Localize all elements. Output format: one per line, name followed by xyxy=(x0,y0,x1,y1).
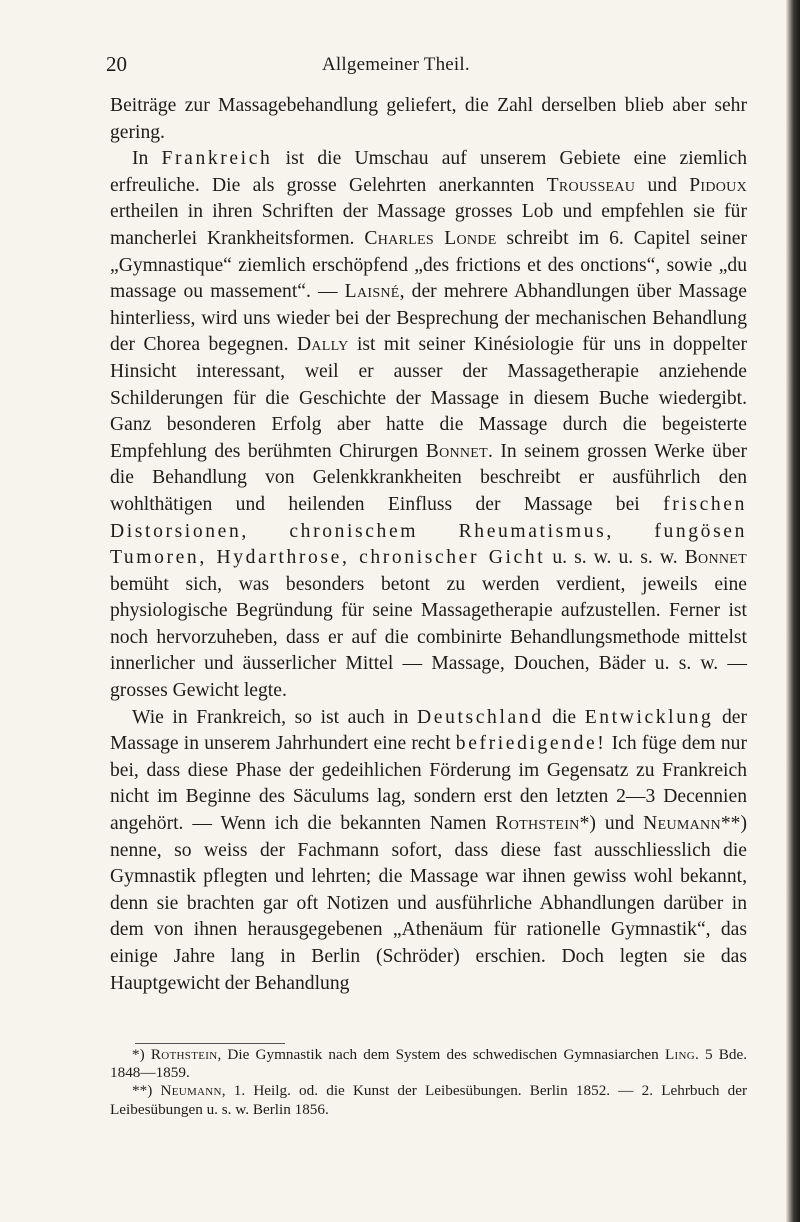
text-run: *) und xyxy=(579,813,644,835)
paragraph-3 xyxy=(110,705,747,998)
author-name-charles-londe: Charles Londe xyxy=(364,227,497,249)
text-run: , Die Gymnastik nach dem System des schwedischen Gymnasiarchen xyxy=(217,1046,665,1063)
text-run: schreibt im 6. Capitel seiner „Gymnastique“ ziemlich erschöpfend „des frictions et des onctions“, sowie „du massage ou massement“. — xyxy=(110,227,747,303)
author-name-rothstein: Rothstein xyxy=(495,813,580,835)
paragraph-2 xyxy=(110,146,747,704)
paragraph-1: Beiträge zur Massagebehandlung geliefert, die Zahl derselben blieb aber sehr gering. xyxy=(110,95,747,143)
footnote-1 xyxy=(110,1046,747,1082)
spaced-term-befriedigende: befriedigende! xyxy=(455,733,607,755)
text-run: bemüht sich, was besonders betont zu werden verdient, jeweils eine physiologische Begründung für seine Massagetherapie aufzustellen. Ferner ist noch hervorzuheben, dass er auf die combinirte Behandlungsmethode mittelst innerlicher und äusserlicher Mittel — Massage, Douchen, Bäder u. s. w. — grosses Gewicht legte. xyxy=(110,573,747,702)
author-name-neumann: Neumann xyxy=(160,1082,222,1100)
author-name-trousseau: Trousseau xyxy=(546,174,636,196)
text-run: ertheilen in ihren Schriften der Massage grosses Lob und empfehlen sie für mancherlei Krankheitsformen. xyxy=(110,201,747,249)
footnote-mark: *) xyxy=(132,1046,151,1063)
text-run: und xyxy=(635,174,690,196)
author-name-bonnet: Bonnet xyxy=(425,440,489,462)
page-header xyxy=(0,52,786,82)
spaced-term-deutschland: Deutschland xyxy=(417,706,544,728)
body-text xyxy=(110,93,747,997)
spaced-term-frankreich: Frankreich xyxy=(161,148,273,170)
text-run: Ich füge dem nur bei, dass diese Phase der gedeihlichen Förderung im Gegensatz zu Frankreich nicht im Beginne des Säculums lag, sondern erst den letzten 2—3 Decennien angehört. — Wenn ich die bekannten Namen xyxy=(110,733,748,835)
text-run: ist die Umschau auf unserem Gebiete eine ziemlich erfreuliche. Die als grosse Gelehrten anerkannten xyxy=(110,148,747,196)
author-name-ling: Ling xyxy=(664,1046,695,1063)
text-run: u. s. w. u. s. w. xyxy=(545,547,685,569)
author-name-neumann: Neumann xyxy=(643,813,721,835)
author-name-laisne: Laisné xyxy=(344,281,400,303)
text-run: . In seinem grossen Werke über die Behandlung von Gelenkkrankheiten beschreibt er ausführlich den wohlthätigen und heilenden Einfluss der Massage bei xyxy=(110,440,747,515)
footnote-divider xyxy=(135,1043,285,1044)
footnotes xyxy=(110,1043,747,1119)
text-run: , der mehrere Abhandlungen über Massage hinterliess, wird uns wieder bei der Besprechung der mechanischen Behandlung der Chorea begegnen. xyxy=(110,281,747,356)
text-run: . 5 Bde. 1848—1859. xyxy=(110,1046,747,1082)
author-name-rothstein: Rothstein xyxy=(150,1046,218,1063)
text-run: , 1. Heilg. od. die Kunst der Leibesübungen. Berlin 1852. — 2. Lehrbuch der Leibesübungen u. s. w. Berlin 1856. xyxy=(110,1082,747,1118)
author-name-pidoux: Pidoux xyxy=(689,174,747,196)
footnote-2 xyxy=(110,1082,747,1118)
text-run: ist mit seiner Kinésiologie für uns in doppelter Hinsicht interessant, weil er ausser der Massagetherapie anziehende Schilderungen für die Geschichte der Massage in diesem Buche wiedergibt. Ganz besonderen Erfolg aber hatte die Massage durch die begeisterte Empfehlung des berühmten Chirurgen xyxy=(110,334,747,462)
author-name-dally: Dally xyxy=(296,334,349,356)
running-title: Allgemeiner Theil. xyxy=(322,54,470,75)
page-edge-shadow xyxy=(786,0,800,1222)
text-run: die xyxy=(543,706,585,728)
page-number: 20 xyxy=(106,52,127,76)
spaced-term-conditions: frischen Distorsionen, chronischem Rheumatismus, fungösen Tumoren, Hydarthrose, chronischer Gicht xyxy=(110,493,747,569)
text-run: der Massage in unserem Jahrhundert eine recht xyxy=(110,706,748,755)
text-run: In xyxy=(132,148,162,170)
author-name-bonnet: Bonnet xyxy=(684,547,747,569)
spaced-term-entwicklung: Entwicklung xyxy=(584,706,714,728)
text-run: **) nenne, so weiss der Fachmann sofort, dass diese fast ausschliesslich die Gymnastik pflegten und lehrten; die Massage war ihnen gewiss wohl bekannt, denn sie brachten gar oft Notizen und ausführliche Abhandlungen darüber in dem von ihnen herausgegebenen „Athenäum für rationelle Gymnastik“, das einige Jahre lang in Berlin (Schröder) erschien. Doch legten sie das Hauptgewicht der Behandlung xyxy=(110,813,747,994)
text-run: Wie in Frankreich, so ist auch in xyxy=(132,706,418,728)
footnote-mark: **) xyxy=(132,1082,161,1100)
